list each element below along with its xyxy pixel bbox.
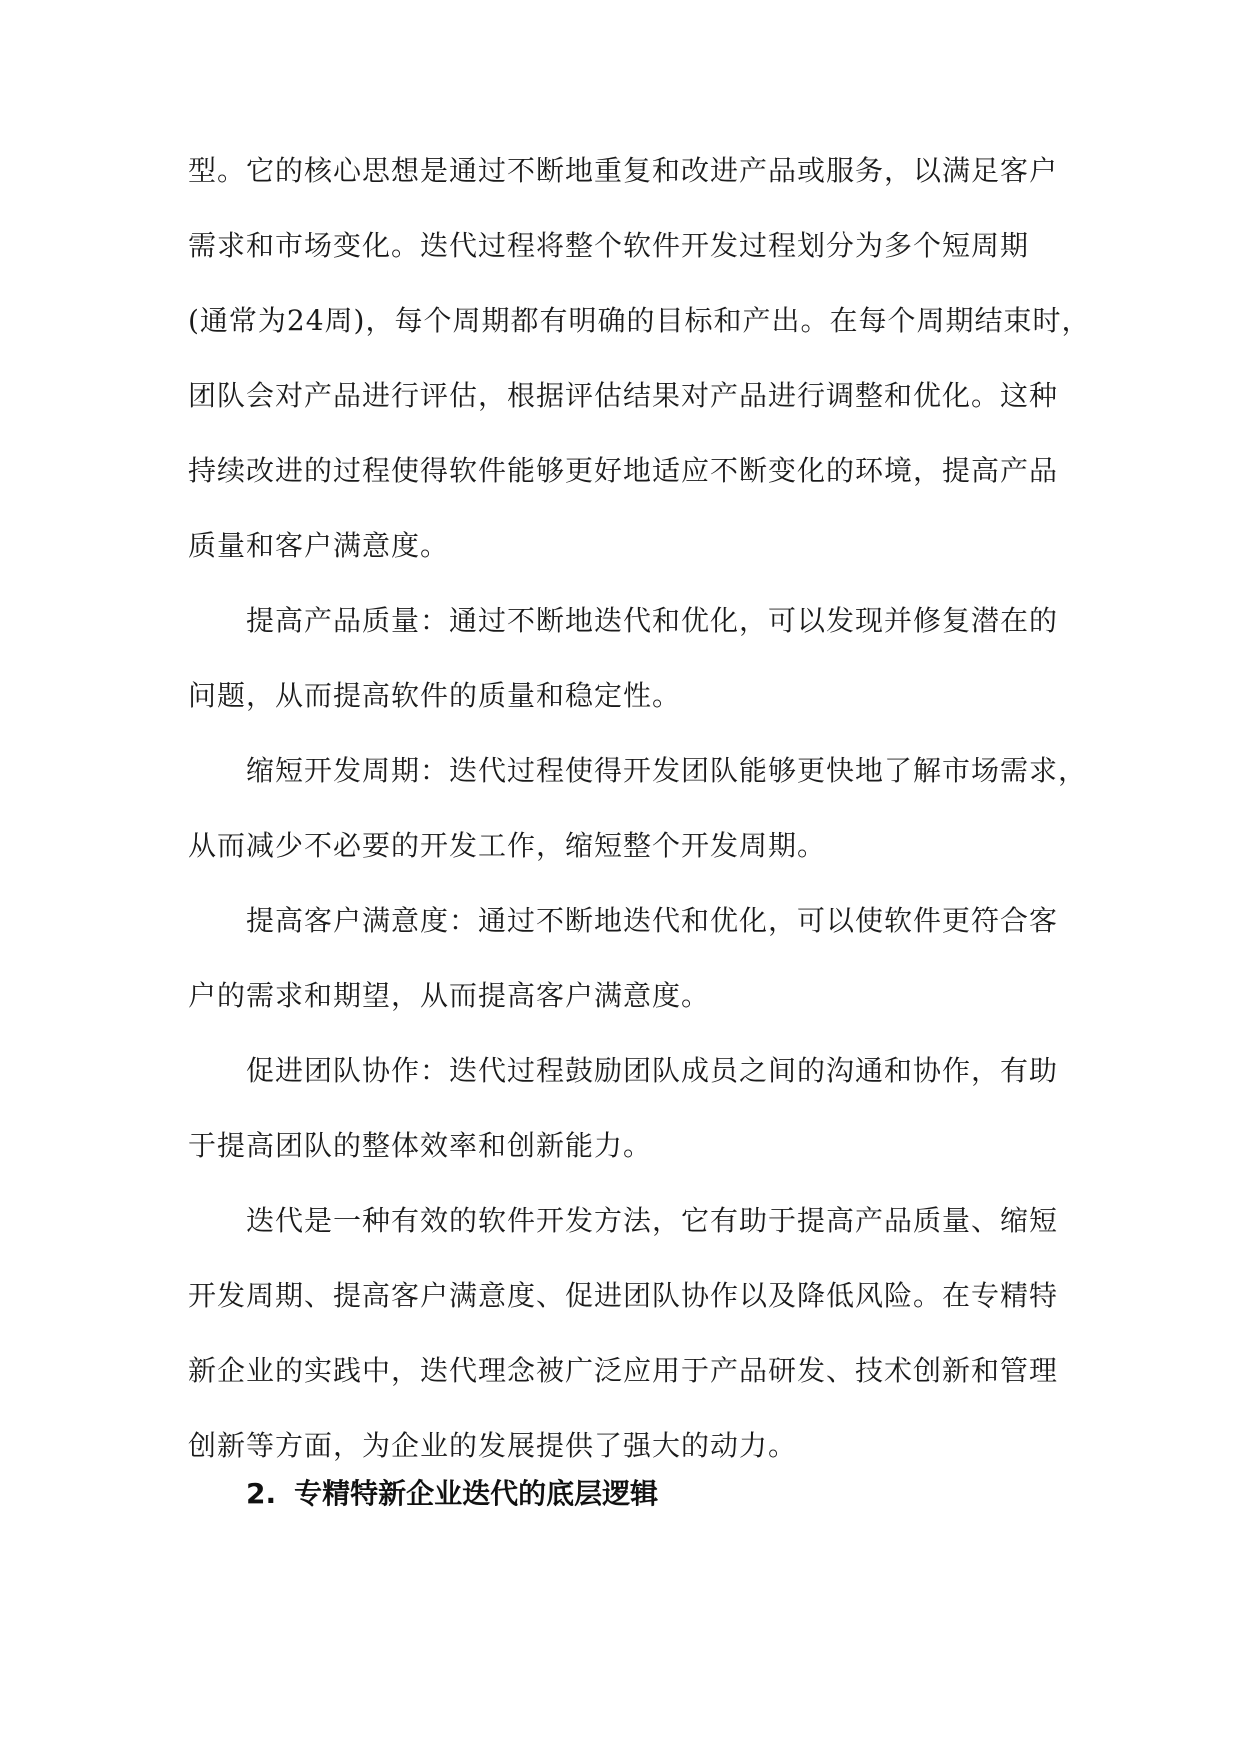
paragraph-line: 团队会对产品进行评估，根据评估结果对产品进行调整和优化。这种 [188,379,1059,412]
paragraph-line: 促进团队协作：迭代过程鼓励团队成员之间的沟通和协作，有助 [246,1054,1059,1087]
paragraph-line: 提高客户满意度：通过不断地迭代和优化，可以使软件更符合客 [246,904,1059,937]
paragraph-line: 缩短开发周期：迭代过程使得开发团队能够更快地了解市场需求， [246,754,1088,787]
body-text [188,141,1091,1491]
paragraph-line: 开发周期、提高客户满意度、促进团队协作以及降低风险。在专精特 [188,1279,1059,1312]
section-heading [246,1474,658,1514]
paragraph-line: 提高产品质量：通过不断地迭代和优化，可以发现并修复潜在的 [246,604,1059,637]
paragraph-line: 从而减少不必要的开发工作，缩短整个开发周期。 [188,829,827,862]
paragraph-line: 户的需求和期望，从而提高客户满意度。 [188,979,711,1012]
section-title: 专精特新企业迭代的底层逻辑 [294,1477,659,1510]
paragraph-line: 问题，从而提高软件的质量和稳定性。 [188,679,682,712]
paragraph-line: 需求和市场变化。迭代过程将整个软件开发过程划分为多个短周期 [188,229,1030,262]
paragraph-line: 于提高团队的整体效率和创新能力。 [188,1129,653,1162]
paragraph-line: (通常为24周)，每个周期都有明确的目标和产出。在每个周期结束时， [188,304,1091,337]
paragraph-line: 持续改进的过程使得软件能够更好地适应不断变化的环境，提高产品 [188,454,1059,487]
paragraph-line: 迭代是一种有效的软件开发方法，它有助于提高产品质量、缩短 [246,1204,1059,1237]
paragraph-line: 质量和客户满意度。 [188,529,450,562]
paragraph-line: 型。它的核心思想是通过不断地重复和改进产品或服务，以满足客户 [188,154,1059,187]
paragraph-line: 创新等方面，为企业的发展提供了强大的动力。 [188,1429,798,1462]
section-number: 2. [246,1477,277,1510]
paragraph-line: 新企业的实践中，迭代理念被广泛应用于产品研发、技术创新和管理 [188,1354,1059,1387]
